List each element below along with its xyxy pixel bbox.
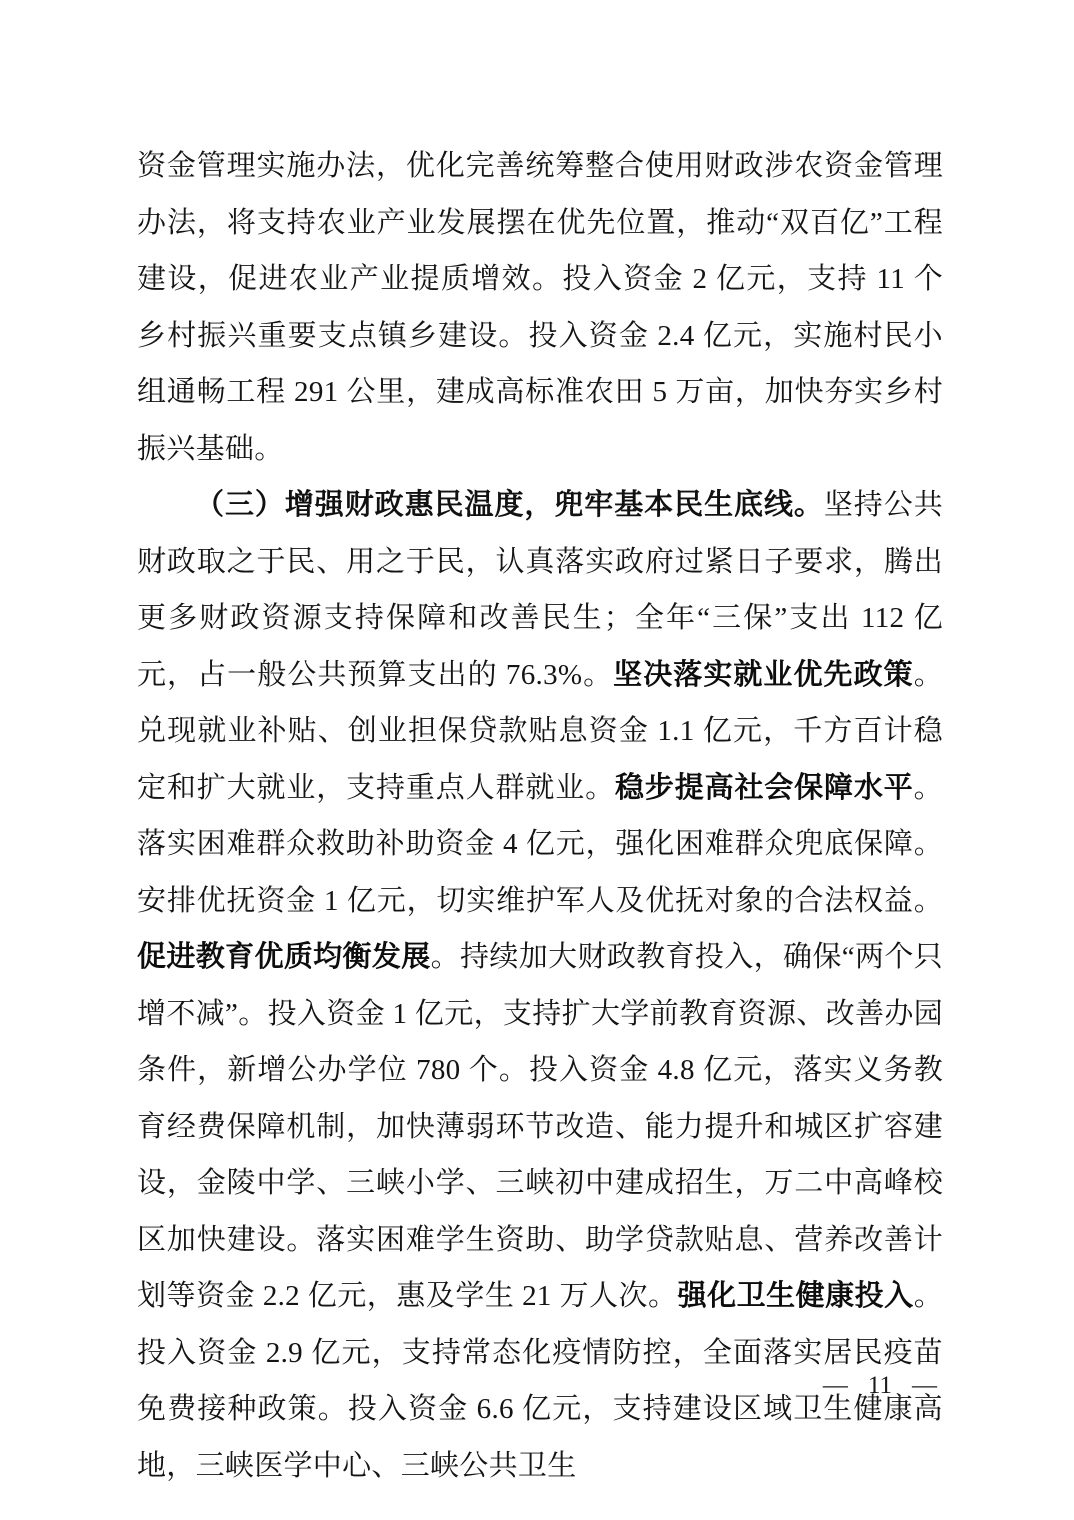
text-block	[137, 138, 943, 1494]
footer-dash-left: —	[822, 1372, 848, 1399]
bold-header-social-security: 稳步提高社会保障水平	[614, 771, 914, 804]
footer-dash-right: —	[912, 1372, 937, 1399]
text-run: 坚持公共财政取之于民、用之于民，认真落实政府过紧日子要求，腾出更多财政资源支持保障和改善民生；全年“三保”支出 112 亿元，占一般公共预算支出的 76.3%。	[137, 489, 943, 691]
page-number: 11	[867, 1372, 892, 1399]
text-run: 资金管理实施办法，优化完善统筹整合使用财政涉农资金管理办法，将支持农业产业发展摆在优先位置，推动“双百亿”工程建设，促进农业产业提质增效。投入资金 2 亿元，支持 11 个乡村振兴重要支点镇乡建设。投入资金 2.4 亿元，实施村民小组通畅工程 291 公里，建成高标准农田 5 万亩，加快夯实乡村振兴基础。	[137, 150, 943, 465]
bold-header-health: 强化卫生健康投入	[677, 1280, 914, 1312]
text-run: 。持续加大财政教育投入，确保“两个只增不减”。投入资金 1 亿元，支持扩大学前教育资源、改善办园条件，新增公办学位 780 个。投入资金 4.8 亿元，落实义务教育经费保障机制，加快薄弱环节改造、能力提升和城区扩容建设，金陵中学、三峡小学、三峡初中建成招生，万二中高峰校区加快建设。落实困难学生资助、助学贷款贴息、营养改善计划等资金 2.2 亿元，惠及学生 21 万人次。	[137, 941, 943, 1312]
text-run: 。兑现就业补贴、创业担保贷款贴息资金 1.1 亿元，千方百计稳定和扩大就业，支持重点人群就业。	[137, 658, 943, 804]
page-footer	[823, 1372, 937, 1400]
paragraph-section-three	[137, 477, 943, 1494]
text-run: 。落实困难群众救助补助资金 4 亿元，强化困难群众兜底保障。安排优抚资金 1 亿元，切实维护军人及优抚对象的合法权益。	[137, 771, 943, 917]
bold-header-employment: 坚决落实就业优先政策	[613, 658, 914, 691]
text-run: 。投入资金 2.9 亿元，支持常态化疫情防控，全面落实居民疫苗免费接种政策。投入资金 6.6 亿元，支持建设区域卫生健康高地，三峡医学中心、三峡公共卫生	[137, 1280, 944, 1482]
section-heading-run: （三）增强财政惠民温度，兜牢基本民生底线。	[195, 489, 824, 521]
paragraph-continued	[137, 138, 943, 477]
bold-header-education: 促进教育优质均衡发展	[137, 941, 431, 973]
